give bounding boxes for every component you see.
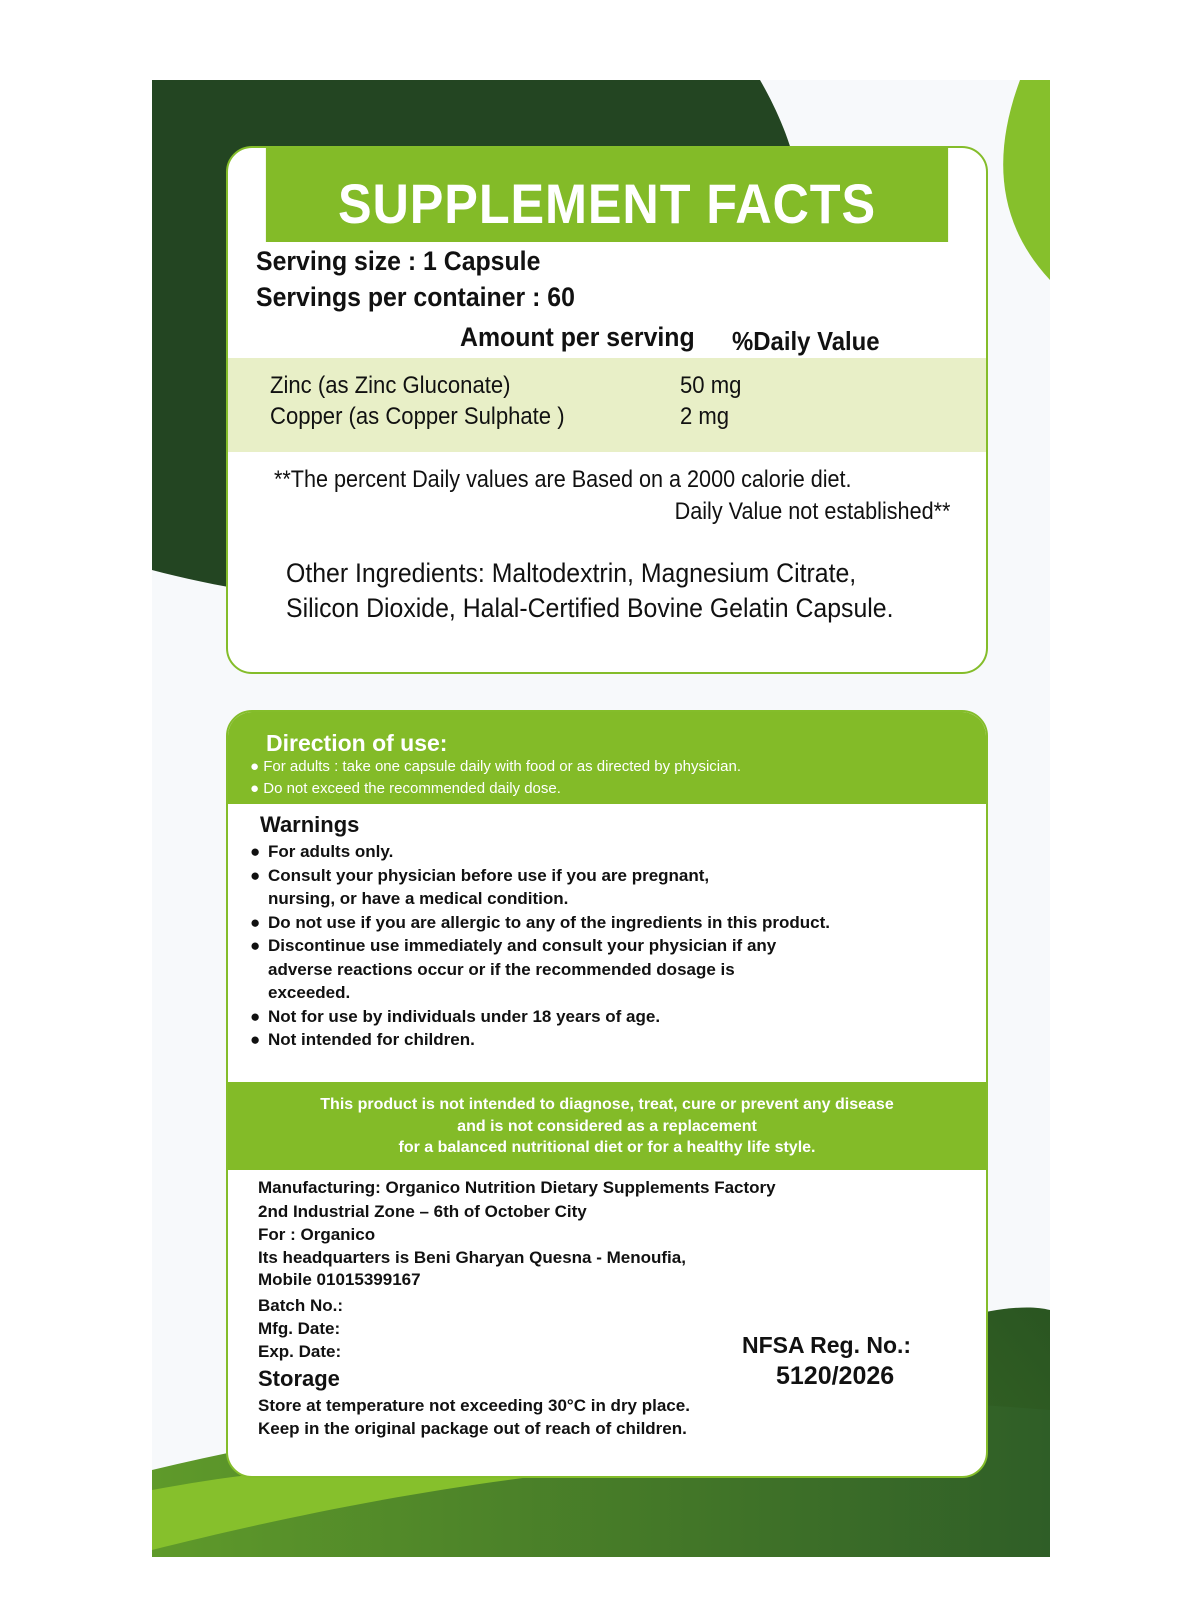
daily-value-not-established: Daily Value not established** (674, 498, 950, 525)
manufacturer-address: 2nd Industrial Zone – 6th of October City (258, 1202, 587, 1221)
warning-item: ● Do not use if you are allergic to any of the ingredients in this product. (250, 911, 918, 935)
headquarters-line: Its headquarters is Beni Gharyan Quesna - Menoufia, (258, 1248, 686, 1267)
lime-arc-top-right (1003, 80, 1050, 280)
supplement-facts-title: SUPPLEMENT FACTS (266, 148, 948, 242)
warning-item: ● Discontinue use immediately and consult your physician if any adverse reactions occur or if the recommended dosage is exceeded. (250, 934, 788, 1005)
mfg-date-label: Mfg. Date: (258, 1319, 341, 1338)
warnings-title: Warnings (260, 812, 360, 837)
direction-item: ● For adults : take one capsule daily with food or as directed by physician. (250, 758, 741, 775)
storage-title: Storage (258, 1366, 340, 1391)
manufacturer-line: Manufacturing: Organico Nutrition Dietary Supplements Factory (258, 1178, 776, 1197)
direction-title: Direction of use: (266, 730, 448, 756)
serving-size: Serving size : 1 Capsule (256, 246, 541, 276)
exp-date-label: Exp. Date: (258, 1342, 342, 1361)
nfsa-registration-number: 5120/2026 (776, 1362, 895, 1390)
manufactured-for: For : Organico (258, 1225, 376, 1244)
disclaimer-line: for a balanced nutritional diet or for a healthy life style. (398, 1139, 816, 1156)
mobile-number: Mobile 01015399167 (258, 1270, 421, 1289)
nutrient-name: Zinc (as Zinc Gluconate) (270, 372, 511, 399)
supplement-facts-card (226, 146, 988, 674)
daily-value-footnote: **The percent Daily values are Based on a 2000 calorie diet. (274, 466, 852, 493)
direction-of-use (228, 712, 986, 804)
warning-item: ● Not for use by individuals under 18 years of age. (250, 1005, 918, 1029)
directions-card (226, 710, 988, 1478)
label-panel (152, 80, 1050, 1557)
amount-per-serving-header: Amount per serving (460, 322, 695, 352)
disclaimer-line: This product is not intended to diagnose, treat, cure or prevent any disease (320, 1096, 894, 1113)
direction-item: ● Do not exceed the recommended daily dose. (250, 780, 561, 797)
warning-item: ● Consult your physician before use if you are pregnant, nursing, or have a medical condition. (250, 864, 738, 911)
nutrient-amount: 2 mg (680, 403, 730, 430)
warning-item: ● Not intended for children. (250, 1028, 918, 1052)
servings-per-container: Servings per container : 60 (256, 282, 575, 312)
nutrient-amount: 50 mg (680, 372, 742, 399)
warnings-list (250, 840, 918, 1052)
nutrient-name: Copper (as Copper Sulphate ) (270, 403, 565, 430)
warning-item: ● For adults only. (250, 840, 918, 864)
other-ingredients: Other Ingredients: Maltodextrin, Magnesium Citrate, Silicon Dioxide, Halal-Certified Bovine Gelatin Capsule. (286, 558, 894, 623)
nutrient-table (228, 358, 986, 452)
nfsa-registration-label: NFSA Reg. No.: (742, 1332, 912, 1358)
daily-value-header: %Daily Value (732, 326, 880, 356)
storage-line: Keep in the original package out of reach of children. (258, 1419, 687, 1438)
storage-line: Store at temperature not exceeding 30°C in dry place. (258, 1396, 690, 1415)
batch-number-label: Batch No.: (258, 1296, 343, 1315)
disclaimer (228, 1082, 986, 1170)
disclaimer-line: and is not considered as a replacement (457, 1117, 757, 1135)
